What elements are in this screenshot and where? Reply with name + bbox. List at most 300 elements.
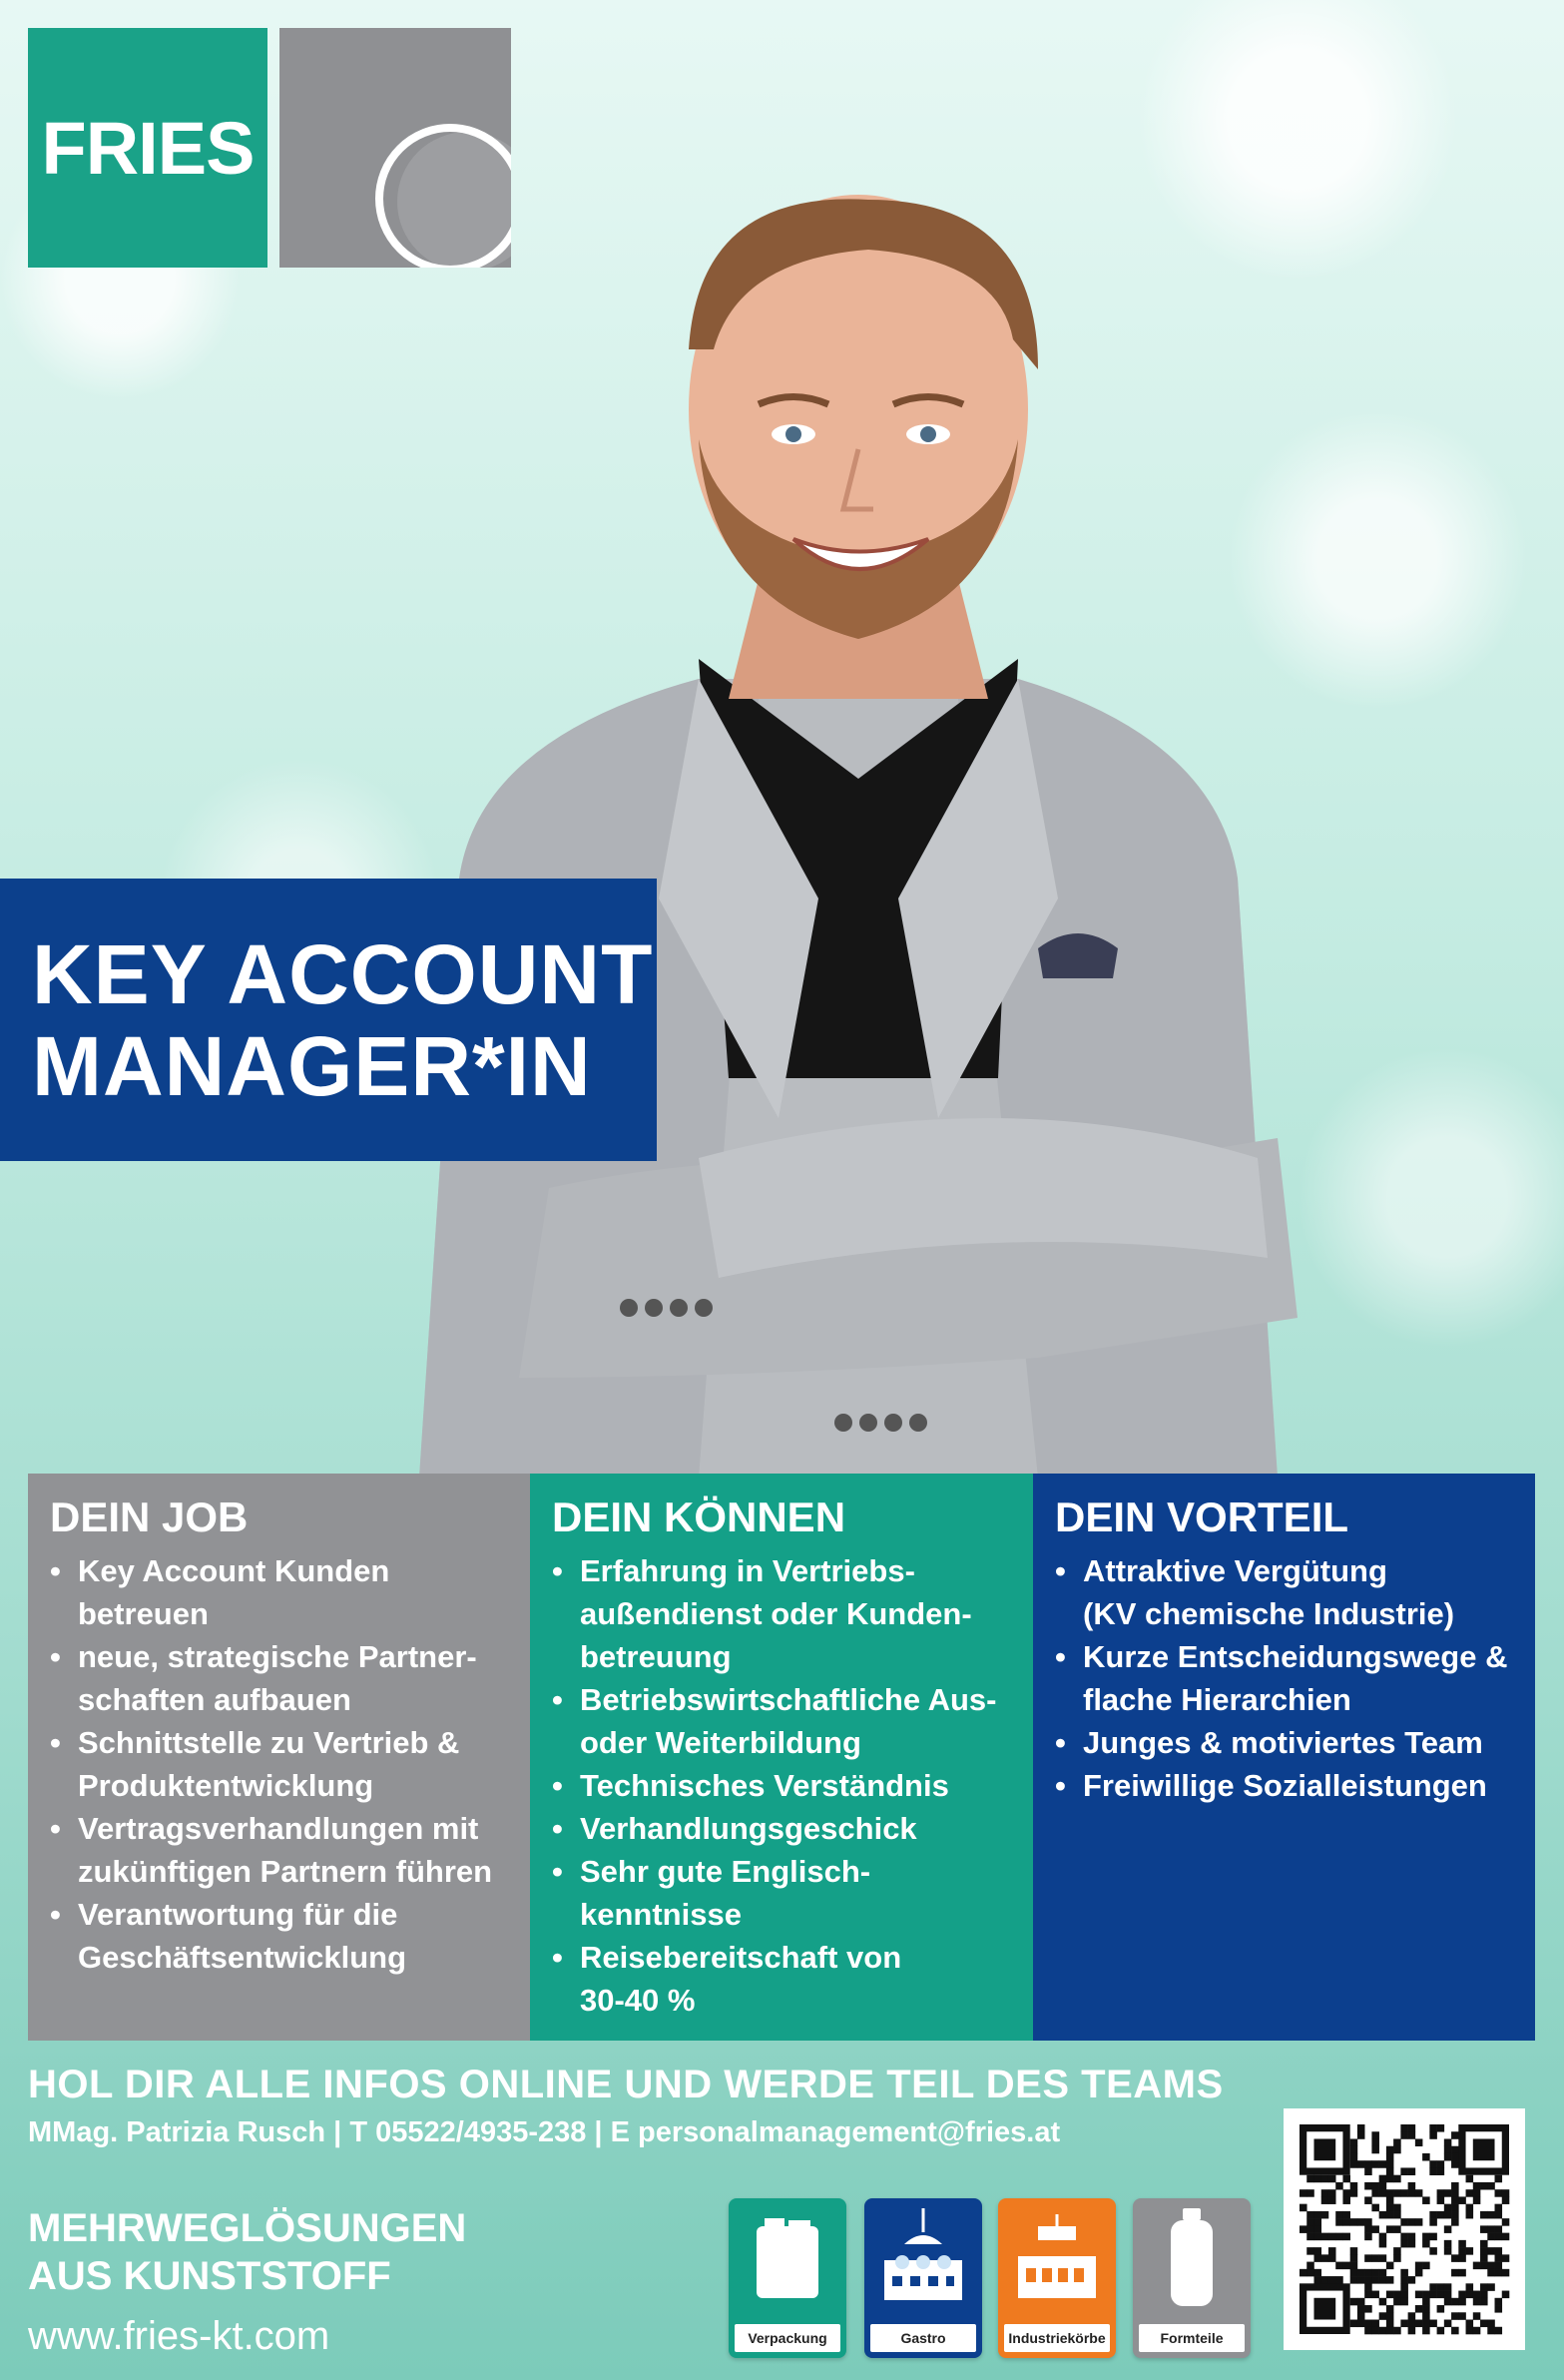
qr-module xyxy=(1371,2138,1379,2146)
list-item-line: • neue, strategische Partner- xyxy=(78,1639,477,1674)
qr-module xyxy=(1300,2269,1307,2277)
qr-module xyxy=(1451,2131,1459,2139)
list-item xyxy=(552,1549,1013,1678)
qr-module xyxy=(1415,2189,1423,2197)
qr-module xyxy=(1364,2320,1372,2328)
qr-module xyxy=(1371,2291,1379,2299)
qr-module xyxy=(1371,2276,1379,2284)
qr-module xyxy=(1364,2305,1372,2313)
qr-module xyxy=(1371,2254,1379,2262)
qr-module xyxy=(1473,2182,1481,2190)
qr-module xyxy=(1495,2254,1503,2262)
list-item-line: kenntnisse xyxy=(580,1897,742,1932)
qr-module xyxy=(1364,2196,1372,2204)
qr-module xyxy=(1451,2196,1459,2204)
qr-module xyxy=(1415,2218,1423,2226)
qr-module xyxy=(1444,2204,1452,2212)
qr-module xyxy=(1451,2153,1459,2161)
qr-module xyxy=(1400,2283,1408,2291)
qr-module xyxy=(1437,2167,1445,2175)
qr-module xyxy=(1328,2233,1336,2241)
list-item xyxy=(1055,1721,1515,1764)
qr-module xyxy=(1342,2233,1350,2241)
qr-module xyxy=(1487,2283,1495,2291)
qr-module xyxy=(1415,2269,1423,2277)
qr-module xyxy=(1306,2247,1314,2255)
qr-module xyxy=(1371,2225,1379,2233)
qr-module xyxy=(1328,2189,1336,2197)
qr-module xyxy=(1437,2189,1445,2197)
qr-module xyxy=(1357,2276,1365,2284)
qr-module xyxy=(1379,2269,1387,2277)
qr-module xyxy=(1400,2124,1408,2132)
qr-module xyxy=(1328,2254,1336,2262)
list-item-line: • Vertragsverhandlungen mit xyxy=(78,1811,479,1846)
qr-module xyxy=(1371,2320,1379,2328)
list-item xyxy=(552,1807,1013,1850)
qr-module xyxy=(1335,2233,1343,2241)
list-item-line: schaften aufbauen xyxy=(78,1682,351,1717)
qr-module xyxy=(1473,2196,1481,2204)
list-item-line: • Erfahrung in Vertriebs- xyxy=(580,1553,915,1588)
qr-module xyxy=(1408,2167,1416,2175)
qr-module xyxy=(1386,2305,1394,2313)
column-benefits xyxy=(1033,1474,1535,2041)
qr-module xyxy=(1408,2182,1416,2190)
qr-module xyxy=(1408,2276,1416,2284)
qr-module xyxy=(1379,2298,1387,2306)
qr-module xyxy=(1458,2291,1466,2299)
list-item-line: • Betriebswirtschaftliche Aus- xyxy=(580,1682,997,1717)
qr-module xyxy=(1357,2298,1365,2306)
list-item-line: • Technisches Verständnis xyxy=(580,1768,949,1803)
tagline-line-2: AUS KUNSTSTOFF xyxy=(28,2254,391,2298)
qr-module xyxy=(1371,2327,1379,2335)
qr-module xyxy=(1313,2138,1335,2160)
qr-module xyxy=(1342,2196,1350,2204)
qr-module xyxy=(1495,2247,1503,2255)
qr-module xyxy=(1350,2254,1358,2262)
qr-module xyxy=(1306,2175,1314,2183)
qr-module xyxy=(1379,2160,1387,2168)
qr-module xyxy=(1328,2276,1336,2284)
qr-module xyxy=(1437,2196,1445,2204)
list-item-line: flache Hierarchien xyxy=(1083,1682,1351,1717)
column-benefits-list xyxy=(1055,1549,1515,1807)
qr-module xyxy=(1400,2189,1408,2197)
qr-module xyxy=(1444,2240,1452,2248)
qr-module xyxy=(1422,2291,1430,2299)
qr-module xyxy=(1466,2211,1474,2219)
qr-module xyxy=(1408,2233,1416,2241)
qr-module xyxy=(1350,2269,1358,2277)
list-item-line: • Kurze Entscheidungswege & xyxy=(1083,1639,1508,1674)
qr-module xyxy=(1408,2218,1416,2226)
qr-module xyxy=(1393,2247,1401,2255)
qr-module xyxy=(1422,2262,1430,2270)
qr-module xyxy=(1364,2269,1372,2277)
qr-module xyxy=(1422,2298,1430,2306)
qr-module xyxy=(1342,2262,1350,2270)
qr-module xyxy=(1502,2189,1510,2197)
qr-module xyxy=(1328,2196,1336,2204)
qr-module xyxy=(1415,2320,1423,2328)
qr-module xyxy=(1350,2218,1358,2226)
qr-module xyxy=(1495,2225,1503,2233)
qr-module xyxy=(1466,2204,1474,2212)
qr-module xyxy=(1451,2254,1459,2262)
canister-icon xyxy=(729,2198,846,2316)
qr-module xyxy=(1429,2167,1437,2175)
qr-module xyxy=(1350,2320,1358,2328)
qr-module xyxy=(1364,2233,1372,2241)
qr-module xyxy=(1473,2189,1481,2197)
qr-module xyxy=(1350,2298,1358,2306)
qr-module xyxy=(1335,2262,1343,2270)
tile-gastro xyxy=(864,2198,982,2358)
qr-module xyxy=(1495,2211,1503,2219)
qr-module xyxy=(1386,2146,1394,2154)
qr-module xyxy=(1451,2204,1459,2212)
tagline-line-1: MEHRWEGLÖSUNGEN xyxy=(28,2206,467,2250)
dish-rack-icon xyxy=(864,2198,982,2316)
qr-module xyxy=(1313,2233,1321,2241)
qr-module xyxy=(1386,2262,1394,2270)
qr-module xyxy=(1393,2225,1401,2233)
qr-module xyxy=(1422,2312,1430,2320)
list-item xyxy=(552,1936,1013,2022)
qr-module xyxy=(1495,2305,1503,2313)
industrial-basket-icon xyxy=(998,2198,1116,2316)
column-skills-heading: DEIN KÖNNEN xyxy=(552,1493,846,1540)
qr-module xyxy=(1451,2312,1459,2320)
list-item-line: Produktentwicklung xyxy=(78,1768,374,1803)
qr-module xyxy=(1429,2320,1437,2328)
qr-module xyxy=(1408,2189,1416,2197)
qr-module xyxy=(1437,2291,1445,2299)
qr-module xyxy=(1480,2291,1488,2299)
qr-module xyxy=(1466,2175,1474,2183)
qr-module xyxy=(1342,2175,1350,2183)
qr-module xyxy=(1422,2327,1430,2335)
qr-module xyxy=(1502,2291,1510,2299)
qr-module xyxy=(1444,2298,1452,2306)
qr-module xyxy=(1300,2189,1307,2197)
tile-verpackung xyxy=(729,2198,846,2358)
tagline xyxy=(28,2204,466,2300)
list-item-line: • Freiwillige Sozialleistungen xyxy=(1083,1768,1487,1803)
qr-module xyxy=(1480,2182,1488,2190)
qr-module xyxy=(1393,2146,1401,2154)
qr-module xyxy=(1364,2283,1372,2291)
qr-module xyxy=(1480,2225,1488,2233)
qr-module xyxy=(1495,2233,1503,2241)
qr-module xyxy=(1386,2189,1394,2197)
qr-module xyxy=(1451,2327,1459,2335)
qr-module xyxy=(1371,2269,1379,2277)
qr-module xyxy=(1444,2211,1452,2219)
qr-module xyxy=(1400,2167,1408,2175)
qr-module xyxy=(1306,2233,1314,2241)
qr-module xyxy=(1357,2124,1365,2132)
qr-module xyxy=(1321,2254,1329,2262)
qr-module xyxy=(1466,2283,1474,2291)
call-to-action: HOL DIR ALLE INFOS ONLINE UND WERDE TEIL DES TEAMS xyxy=(28,2063,1224,2106)
qr-module xyxy=(1451,2218,1459,2226)
list-item xyxy=(50,1721,510,1807)
qr-module xyxy=(1451,2298,1459,2306)
list-item-line: • Verhandlungsgeschick xyxy=(580,1811,917,1846)
qr-module xyxy=(1480,2211,1488,2219)
qr-module xyxy=(1321,2276,1329,2284)
qr-module xyxy=(1451,2189,1459,2197)
list-item-line: • Verantwortung für die xyxy=(78,1897,398,1932)
qr-module xyxy=(1473,2327,1481,2335)
qr-module xyxy=(1400,2291,1408,2299)
qr-module xyxy=(1350,2153,1358,2161)
qr-module xyxy=(1364,2218,1372,2226)
qr-module xyxy=(1422,2153,1430,2161)
person-photo xyxy=(399,180,1298,1478)
qr-module xyxy=(1480,2247,1488,2255)
qr-module xyxy=(1313,2247,1321,2255)
qr-module xyxy=(1495,2189,1503,2197)
qr-module xyxy=(1422,2305,1430,2313)
qr-module xyxy=(1379,2182,1387,2190)
qr-module xyxy=(1400,2269,1408,2277)
qr-module xyxy=(1386,2211,1394,2219)
qr-module xyxy=(1350,2146,1358,2154)
qr-module xyxy=(1487,2247,1495,2255)
qr-module xyxy=(1408,2327,1416,2335)
job-title-line-2: MANAGER*IN xyxy=(32,1018,592,1113)
qr-module xyxy=(1422,2233,1430,2241)
qr-module xyxy=(1379,2233,1387,2241)
qr-module xyxy=(1437,2283,1445,2291)
qr-module xyxy=(1444,2153,1452,2161)
qr-module xyxy=(1313,2225,1321,2233)
qr-module xyxy=(1321,2189,1329,2197)
qr-module xyxy=(1306,2225,1314,2233)
qr-module xyxy=(1379,2327,1387,2335)
qr-module xyxy=(1350,2160,1358,2168)
qr-module xyxy=(1386,2204,1394,2212)
qr-module xyxy=(1480,2298,1488,2306)
qr-module xyxy=(1444,2138,1452,2146)
tile-industriekoerbe-label: Industriekörbe xyxy=(1004,2324,1110,2352)
list-item xyxy=(50,1807,510,1893)
qr-module xyxy=(1487,2182,1495,2190)
qr-module xyxy=(1502,2196,1510,2204)
qr-module xyxy=(1415,2305,1423,2313)
qr-module xyxy=(1415,2262,1423,2270)
qr-module xyxy=(1335,2276,1343,2284)
qr-module xyxy=(1357,2160,1365,2168)
list-item-line: Geschäftsentwicklung xyxy=(78,1940,407,1975)
qr-module xyxy=(1379,2312,1387,2320)
list-item-line: • Junges & motiviertes Team xyxy=(1083,1725,1483,1760)
contact-line: MMag. Patrizia Rusch | T 05522/4935-238 | E personalmanagement@fries.at xyxy=(28,2116,1061,2148)
qr-module xyxy=(1458,2298,1466,2306)
qr-module xyxy=(1480,2320,1488,2328)
qr-module xyxy=(1429,2124,1437,2132)
list-item xyxy=(50,1635,510,1721)
qr-module xyxy=(1300,2204,1307,2212)
qr-module xyxy=(1473,2262,1481,2270)
qr-module xyxy=(1437,2305,1445,2313)
logo-text: FRIES xyxy=(41,106,255,190)
qr-module xyxy=(1300,2225,1307,2233)
qr-module xyxy=(1393,2175,1401,2183)
tile-industriekoerbe xyxy=(998,2198,1116,2358)
qr-module xyxy=(1386,2312,1394,2320)
qr-module xyxy=(1400,2298,1408,2306)
qr-module xyxy=(1364,2182,1372,2190)
qr-module xyxy=(1487,2269,1495,2277)
list-item xyxy=(552,1678,1013,1764)
qr-module xyxy=(1466,2327,1474,2335)
column-skills-list xyxy=(552,1549,1013,2022)
qr-module xyxy=(1437,2160,1445,2168)
qr-module xyxy=(1422,2196,1430,2204)
qr-module xyxy=(1357,2305,1365,2313)
qr-module xyxy=(1371,2204,1379,2212)
column-job-list xyxy=(50,1549,510,1979)
list-item xyxy=(552,1850,1013,1936)
qr-module xyxy=(1328,2175,1336,2183)
qr-module xyxy=(1386,2320,1394,2328)
qr-module xyxy=(1408,2124,1416,2132)
list-item-line: außendienst oder Kunden- xyxy=(580,1596,972,1631)
molded-part-icon xyxy=(1133,2198,1251,2316)
qr-module xyxy=(1473,2312,1481,2320)
qr-module xyxy=(1335,2218,1343,2226)
tile-formteile-label: Formteile xyxy=(1139,2324,1245,2352)
qr-module xyxy=(1451,2269,1459,2277)
list-item-line: • Attraktive Vergütung xyxy=(1083,1553,1387,1588)
list-item-line: • Sehr gute Englisch- xyxy=(580,1854,871,1889)
list-item xyxy=(1055,1635,1515,1721)
qr-module xyxy=(1400,2218,1408,2226)
website-link[interactable]: www.fries-kt.com xyxy=(28,2314,330,2358)
list-item-line: 30-40 % xyxy=(580,1983,696,2018)
qr-module xyxy=(1371,2146,1379,2154)
qr-module xyxy=(1321,2211,1329,2219)
qr-module xyxy=(1502,2269,1510,2277)
qr-module xyxy=(1487,2233,1495,2241)
qr-module xyxy=(1364,2167,1372,2175)
qr-module xyxy=(1313,2175,1321,2183)
job-title-line-1: KEY ACCOUNT xyxy=(32,926,654,1021)
column-job-heading: DEIN JOB xyxy=(50,1493,249,1540)
qr-module xyxy=(1306,2218,1314,2226)
list-item-line: (KV chemische Industrie) xyxy=(1083,1596,1455,1631)
qr-module xyxy=(1429,2283,1437,2291)
qr-module xyxy=(1444,2247,1452,2255)
qr-module xyxy=(1429,2160,1437,2168)
column-job xyxy=(28,1474,530,2041)
qr-module xyxy=(1371,2131,1379,2139)
qr-module xyxy=(1393,2189,1401,2197)
qr-module xyxy=(1328,2247,1336,2255)
qr-module xyxy=(1400,2240,1408,2248)
tile-verpackung-label: Verpackung xyxy=(735,2324,840,2352)
qr-module xyxy=(1350,2262,1358,2270)
qr-module xyxy=(1313,2269,1321,2277)
qr-module xyxy=(1393,2138,1401,2146)
qr-module xyxy=(1466,2320,1474,2328)
qr-module xyxy=(1451,2211,1459,2219)
qr-module xyxy=(1495,2204,1503,2212)
qr-module xyxy=(1487,2211,1495,2219)
qr-module xyxy=(1487,2320,1495,2328)
qr-module xyxy=(1371,2189,1379,2197)
qr-module xyxy=(1342,2211,1350,2219)
list-item xyxy=(1055,1549,1515,1635)
qr-module xyxy=(1408,2240,1416,2248)
qr-module xyxy=(1495,2327,1503,2335)
qr-module xyxy=(1313,2218,1321,2226)
qr-module xyxy=(1480,2262,1488,2270)
qr-module xyxy=(1379,2254,1387,2262)
qr-module xyxy=(1386,2167,1394,2175)
qr-module xyxy=(1444,2225,1452,2233)
qr-module xyxy=(1444,2189,1452,2197)
qr-module xyxy=(1371,2182,1379,2190)
qr-module xyxy=(1371,2160,1379,2168)
qr-module xyxy=(1379,2211,1387,2219)
qr-module xyxy=(1495,2269,1503,2277)
qr-module xyxy=(1429,2131,1437,2139)
qr-module xyxy=(1386,2327,1394,2335)
qr-module xyxy=(1458,2269,1466,2277)
list-item xyxy=(1055,1764,1515,1807)
qr-module xyxy=(1480,2240,1488,2248)
qr-module xyxy=(1458,2254,1466,2262)
qr-module xyxy=(1313,2276,1321,2284)
qr-module xyxy=(1495,2298,1503,2306)
qr-module xyxy=(1342,2218,1350,2226)
qr-module xyxy=(1357,2131,1365,2139)
qr-module xyxy=(1502,2218,1510,2226)
qr-module xyxy=(1350,2247,1358,2255)
qr-module xyxy=(1393,2254,1401,2262)
qr-module xyxy=(1357,2218,1365,2226)
qr-module xyxy=(1451,2182,1459,2190)
qr-module xyxy=(1306,2269,1314,2277)
qr-module xyxy=(1386,2276,1394,2284)
qr-code[interactable] xyxy=(1284,2108,1525,2350)
qr-module xyxy=(1437,2124,1445,2132)
qr-module xyxy=(1473,2138,1495,2160)
qr-module xyxy=(1386,2175,1394,2183)
qr-module xyxy=(1393,2204,1401,2212)
qr-module xyxy=(1321,2175,1329,2183)
qr-module xyxy=(1458,2247,1466,2255)
list-item-line: betreuen xyxy=(78,1596,209,1631)
qr-module xyxy=(1364,2291,1372,2299)
qr-module xyxy=(1306,2211,1314,2219)
qr-module xyxy=(1451,2160,1459,2168)
qr-module xyxy=(1429,2233,1437,2241)
qr-module xyxy=(1393,2291,1401,2299)
qr-module xyxy=(1502,2254,1510,2262)
qr-module xyxy=(1379,2175,1387,2183)
list-item-line: zukünftigen Partnern führen xyxy=(78,1854,493,1889)
qr-module xyxy=(1350,2189,1358,2197)
qr-module xyxy=(1415,2291,1423,2299)
qr-module xyxy=(1364,2225,1372,2233)
